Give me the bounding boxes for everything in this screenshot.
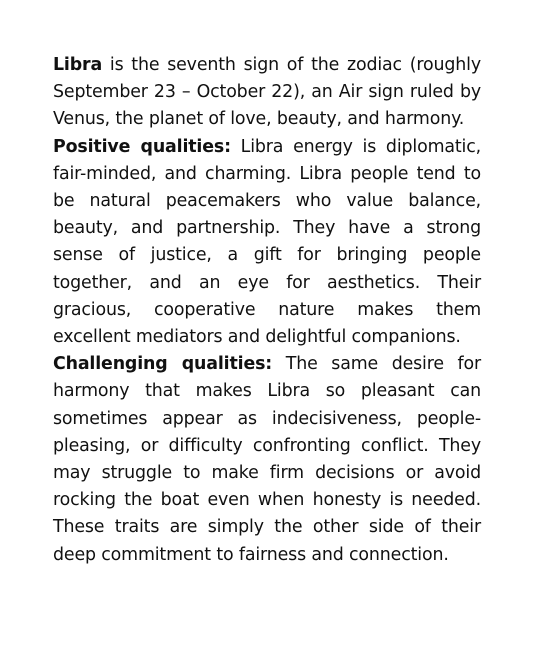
paragraph-body: Libra energy is diplomatic, fair-minded, and charming. Libra people tend to be natural peacemakers who value balance, beauty, and partnership. They have a strong sense of justice, a gift for bringing people together, and an eye for aesthetics. Their gracious, cooperative nature makes them excellent mediators and delightful companions. [53, 136, 481, 348]
paragraph-lead: Libra [53, 55, 103, 75]
challenging-qualities-paragraph [53, 351, 481, 569]
paragraph-lead: Challenging qualities: [53, 354, 273, 375]
positive-qualities-paragraph [53, 134, 481, 352]
intro-paragraph [53, 52, 481, 134]
paragraph-body: is the seventh sign of the zodiac (roughly September 23 – October 22), an Air sign ruled by Venus, the planet of love, beauty, and harmony. [53, 55, 481, 130]
document-page [53, 52, 481, 569]
paragraph-body: The same desire for harmony that makes Libra so pleasant can sometimes appear as indecisiveness, people-pleasing, or difficulty confronting conflict. They may struggle to make firm decisions or avoid rocking the boat even when honesty is needed. These traits are simply the other side of their deep commitment to fairness and connection. [53, 354, 481, 565]
paragraph-lead: Positive qualities: [53, 136, 231, 157]
